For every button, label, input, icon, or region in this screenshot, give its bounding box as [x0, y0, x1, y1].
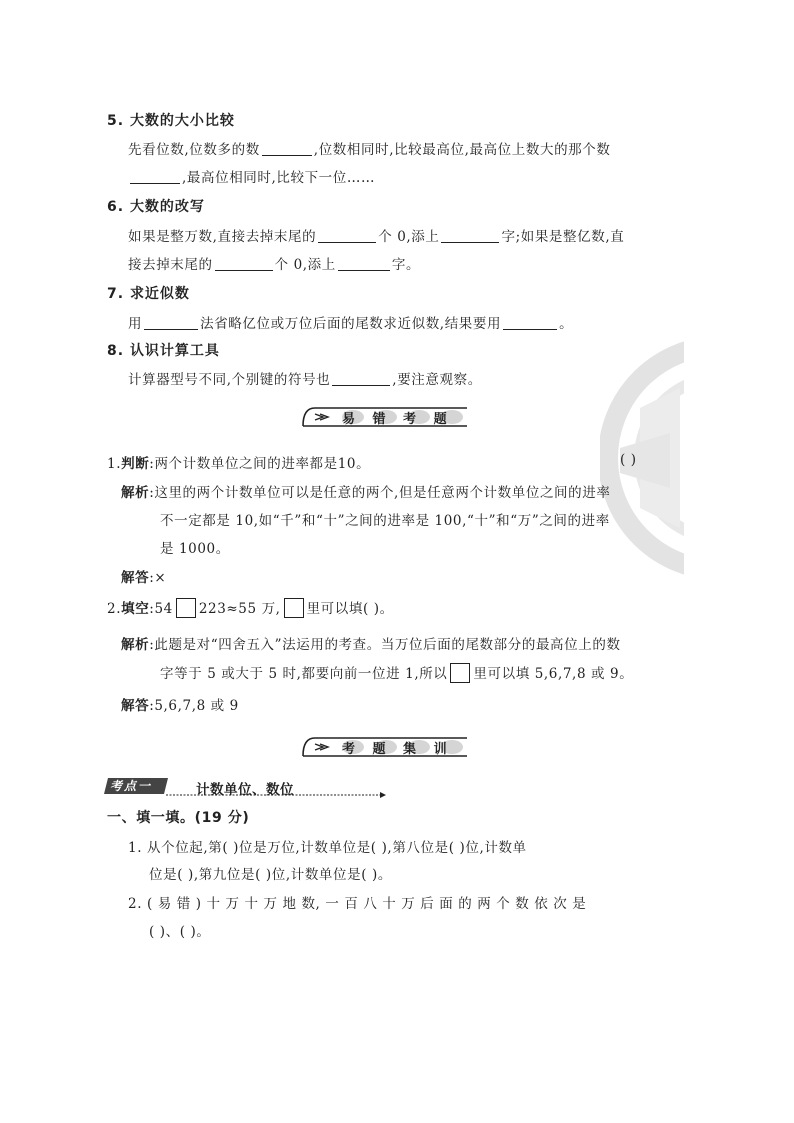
- kaodian-tag-text: 考点一: [110, 779, 153, 793]
- banner-easy-mistakes: [301, 404, 471, 430]
- fill-blank[interactable]: [441, 230, 499, 243]
- dotted-arrow-icon: [106, 792, 388, 798]
- kaodian-header: [106, 778, 386, 798]
- digit-box[interactable]: [176, 598, 196, 618]
- fill-blank[interactable]: [262, 143, 312, 156]
- section-5-line-1: 先看位数,位数多的数 ,位数相同时,比较最高位,最高位上数大的那个数: [128, 142, 611, 158]
- section-7-line: 用 法省略亿位或万位后面的尾数求近似数,结果要用 。: [128, 316, 574, 332]
- q1-analysis-line-2: 不一定都是 10,如“千”和“十”之间的进率是 100,“十”和“万”之间的进率: [160, 513, 610, 529]
- q1-analysis-line-3: 是 1000。: [160, 541, 230, 557]
- question-1: 1.判断:两个计数单位之间的进率都是10。: [107, 456, 371, 472]
- section-8-heading: 8. 认识计算工具: [107, 343, 220, 359]
- digit-box[interactable]: [284, 598, 304, 618]
- section-5-heading: 5. 大数的大小比较: [107, 113, 235, 129]
- section-6-heading: 6. 大数的改写: [107, 199, 205, 215]
- fill-blank[interactable]: [338, 258, 390, 271]
- part-1-title: 一、填一填。(19 分): [107, 810, 250, 826]
- fill-blank[interactable]: [215, 258, 273, 271]
- banner-exam-training: [301, 734, 471, 760]
- q2-analysis-line-2: 字等于 5 或大于 5 时,都要向前一位进 1,所以 里可以填 5,6,7,8 或 9。: [160, 662, 633, 683]
- answer-paren[interactable]: ( ): [620, 452, 637, 468]
- fill-blank[interactable]: [503, 317, 557, 330]
- digit-box: [450, 663, 470, 683]
- banner-title: 考 题 集 训: [342, 742, 454, 757]
- banner-title: 易 错 考 题: [342, 412, 454, 427]
- section-7-heading: 7. 求近似数: [107, 286, 190, 302]
- section-6-line-1: 如果是整万数,直接去掉末尾的 个 0,添上 字;如果是整亿数,直: [128, 229, 625, 245]
- q1-answer: 解答:×: [121, 570, 167, 586]
- fill-blank[interactable]: [318, 230, 376, 243]
- problem-1-line-2: 位是( ),第九位是( )位,计数单位是( )。: [149, 867, 392, 883]
- q2-answer: 解答:5,6,7,8 或 9: [121, 698, 239, 714]
- fill-blank[interactable]: [332, 373, 390, 386]
- q2-analysis-line-1: 解析:此题是对“四舍五入”法运用的考查。当万位后面的尾数部分的最高位上的数: [121, 637, 621, 653]
- fill-blank[interactable]: [144, 317, 198, 330]
- problem-2-line-1: 2. ( 易 错 ) 十 万 十 万 地 数, 一 百 八 十 万 后 面 的 两 个 数 依 次 是: [128, 896, 587, 912]
- section-5-line-2: ,最高位相同时,比较下一位……: [128, 166, 375, 186]
- q1-analysis-line-1: 解析:这里的两个计数单位可以是任意的两个,但是任意两个计数单位之间的进率: [121, 485, 611, 501]
- fill-blank[interactable]: [130, 171, 180, 184]
- problem-1-line-1: 1. 从个位起,第( )位是万位,计数单位是( ),第八位是( )位,计数单: [128, 840, 527, 856]
- watermark-logo-icon: [600, 338, 684, 578]
- problem-2-line-2: ( )、( )。: [149, 924, 211, 940]
- question-2: 2.填空:54 223≈55 万, 里可以填( )。: [107, 597, 394, 618]
- section-8-line: 计算器型号不同,个别键的符号也 ,要注意观察。: [128, 372, 482, 388]
- section-6-line-2: 接去掉末尾的 个 0,添上 字。: [128, 257, 421, 273]
- kaodian-title: 计数单位、数位: [196, 782, 294, 798]
